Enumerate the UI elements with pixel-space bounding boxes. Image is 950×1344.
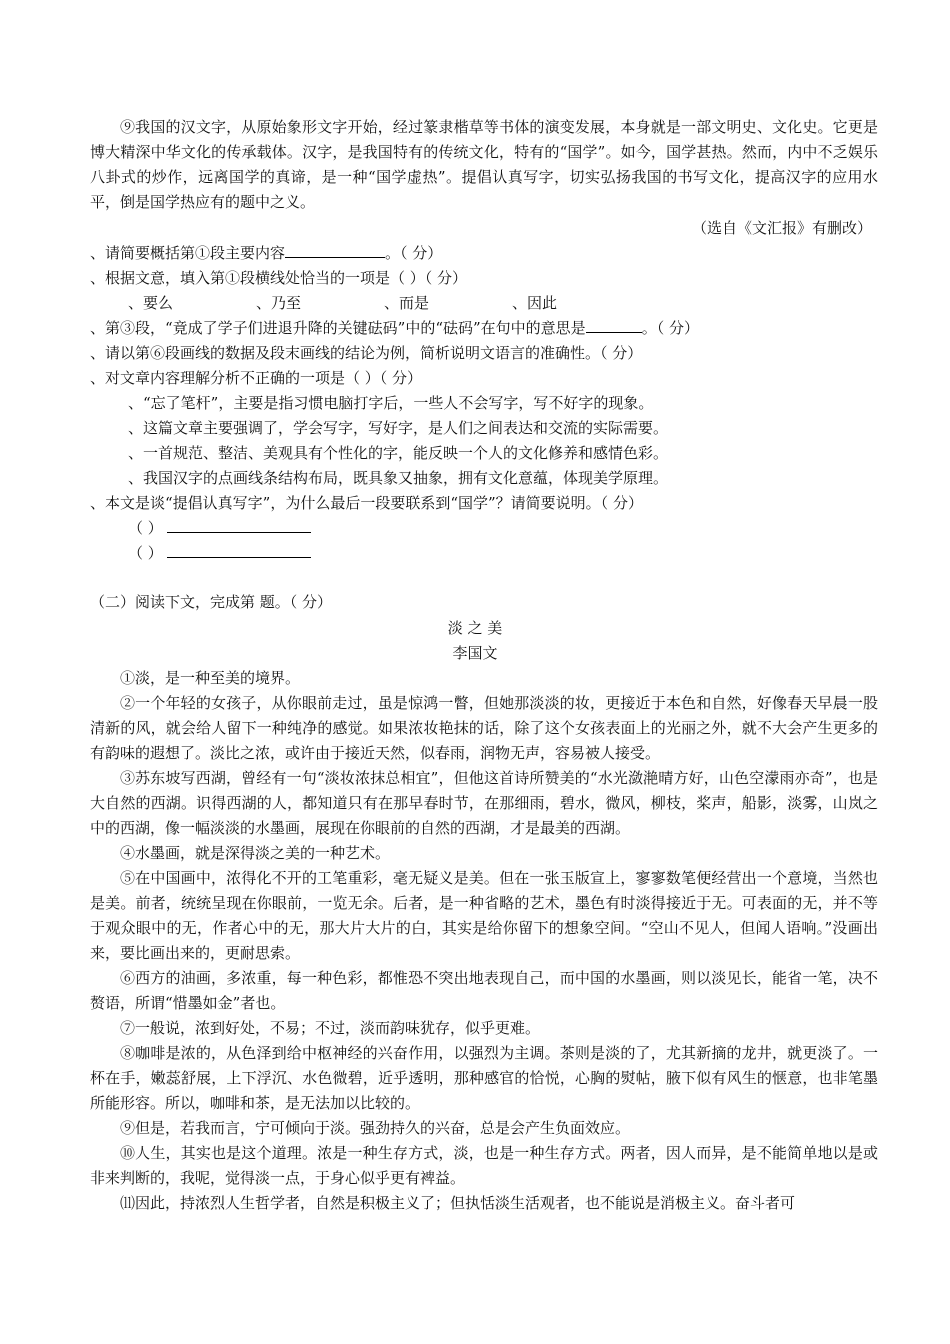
article-para-11: ⑾因此，持浓烈人生哲学者，自然是积极主义了；但执恬淡生活观者，也不能说是消极主义。奋斗者可 bbox=[120, 1194, 796, 1212]
article-para-7: ⑦一般说，浓到好处，不易；不过，淡而韵味犹存，似乎更难。 bbox=[120, 1019, 541, 1037]
q5-option-b: 、这篇文章主要强调了，学会写字，写好字，是人们之间表达和交流的实际需要。 bbox=[128, 419, 669, 437]
q6-sub-2-label: （ ） bbox=[128, 544, 163, 562]
question-3-score: 。（ 分） bbox=[641, 319, 699, 337]
article-para-4: ④水墨画，就是深得淡之美的一种艺术。 bbox=[120, 844, 391, 862]
article-para-5: ⑤在中国画中，浓得化不开的工笔重彩，毫无疑义是美。但在一张玉版宣上，寥寥数笔便经营出一个意境，当然也是美。前者，统统呈现在你眼前，一览无余。后者，是一种省略的艺术，墨色有时淡得接近于无。可表面的无，并不等于观众眼中的无，作者心中的无，那大片大片的白，其实是给你留下的想象空间。“空山不见人，但闻人语响。”没画出来，要比画出来的，更耐思索。 bbox=[90, 869, 878, 962]
question-1-score: 。（ 分） bbox=[385, 244, 443, 262]
answer-blank[interactable] bbox=[586, 316, 642, 333]
q2-option-c: 、而是 bbox=[384, 294, 430, 312]
article-para-3: ③苏东坡写西湖，曾经有一句“淡妆浓抹总相宜”，但他这首诗所赞美的“水光潋滟晴方好，山色空濛雨亦奇”，也是大自然的西湖。识得西湖的人，都知道只有在那早春时节，在那细雨，碧水，微风，柳枝，桨声，船影，淡雾，山岚之中的西湖，像一幅淡淡的水墨画，展现在你眼前的自然的西湖，才是最美的西湖。 bbox=[90, 769, 878, 837]
question-2: 、根据文意，填入第①段横线处恰当的一项是（ ）（ 分） bbox=[90, 269, 468, 287]
q6-sub-1-label: （ ） bbox=[128, 519, 163, 537]
q6-sub-1 bbox=[128, 516, 311, 541]
article-para-9: ⑨但是，若我而言，宁可倾向于淡。强劲持久的兴奋，总是会产生负面效应。 bbox=[120, 1119, 631, 1137]
article-title: 淡 之 美 bbox=[447, 619, 503, 637]
article-author: 李国文 bbox=[452, 644, 498, 662]
article-para-8: ⑧咖啡是浓的，从色泽到给中枢神经的兴奋作用，以强烈为主调。茶则是淡的了，尤其新摘的龙井，就更淡了。一杯在手，嫩蕊舒展，上下浮沉、水色微碧，近乎透明，那种感官的恰悦，心胸的熨帖，腋下似有风生的惬意，也非笔墨所能形容。所以，咖啡和茶，是无法加以比较的。 bbox=[90, 1044, 878, 1112]
section2-heading: （二）阅读下文，完成第 题。（ 分） bbox=[90, 593, 333, 611]
question-6: 、本文是谈“提倡认真写字”，为什么最后一段要联系到“国学”？请简要说明。（ 分） bbox=[90, 494, 643, 512]
q2-option-d: 、因此 bbox=[512, 294, 558, 312]
question-4: 、请以第⑥段画线的数据及段末画线的结论为例，简析说明文语言的准确性。（ 分） bbox=[90, 344, 643, 362]
q6-sub-2 bbox=[128, 541, 311, 566]
answer-blank[interactable] bbox=[167, 541, 311, 558]
q5-option-a: 、“忘了笔杆”，主要是指习惯电脑打字后，一些人不会写字，写不好字的现象。 bbox=[128, 394, 654, 412]
article-para-1: ①淡，是一种至美的境界。 bbox=[120, 669, 301, 687]
question-3 bbox=[90, 316, 699, 341]
answer-blank[interactable] bbox=[167, 516, 311, 533]
q2-option-b: 、乃至 bbox=[256, 294, 302, 312]
q2-option-a: 、要么 bbox=[128, 294, 174, 312]
question-5: 、对文章内容理解分析不正确的一项是（ ）（ 分） bbox=[90, 369, 423, 387]
article-para-10: ⑩人生，其实也是这个道理。浓是一种生存方式，淡，也是一种生存方式。两者，因人而异，是不能简单地以是或非来判断的，我呢，觉得淡一点，于身心似乎更有裨益。 bbox=[90, 1144, 878, 1187]
passage1-para9: ⑨我国的汉文字，从原始象形文字开始，经过篆隶楷草等书体的演变发展，本身就是一部文明史、文化史。它更是博大精深中华文化的传承载体。汉字，是我国特有的传统文化，特有的“国学”。如今，国学甚热。然而，内中不乏娱乐八卦式的炒作，远离国学的真谛，是一种“国学虚热”。提倡认真写字，切实弘扬我国的书写文化，提高汉字的应用水平，倒是国学热应有的题中之义。 bbox=[90, 118, 878, 211]
passage1-source: （选自《文汇报》有删改） bbox=[691, 219, 872, 237]
article-para-6: ⑥西方的油画，多浓重，每一种色彩，都惟恐不突出地表现自己，而中国的水墨画，则以淡见长，能省一笔，决不赘语，所谓“惜墨如金”者也。 bbox=[90, 969, 878, 1012]
question-1 bbox=[90, 241, 442, 266]
q5-option-c: 、一首规范、整洁、美观具有个性化的字，能反映一个人的文化修养和感情色彩。 bbox=[128, 444, 669, 462]
q5-option-d: 、我国汉字的点画线条结构布局，既具象又抽象，拥有文化意蕴，体现美学原理。 bbox=[128, 469, 669, 487]
question-3-text: 、第③段，“竟成了学子们进退升降的关键砝码”中的“砝码”在句中的意思是 bbox=[90, 319, 586, 337]
question-1-text: 、请简要概括第①段主要内容 bbox=[90, 244, 286, 262]
answer-blank[interactable] bbox=[285, 241, 385, 258]
article-para-2: ②一个年轻的女孩子，从你眼前走过，虽是惊鸿一瞥，但她那淡淡的妆，更接近于本色和自然，好像春天早晨一股清新的风，就会给人留下一种纯净的感觉。如果浓妆艳抹的话，除了这个女孩表面上的光丽之外，就不大会产生更多的有韵味的遐想了。淡比之浓，或许由于接近天然，似春雨，润物无声，容易被人接受。 bbox=[90, 694, 878, 762]
